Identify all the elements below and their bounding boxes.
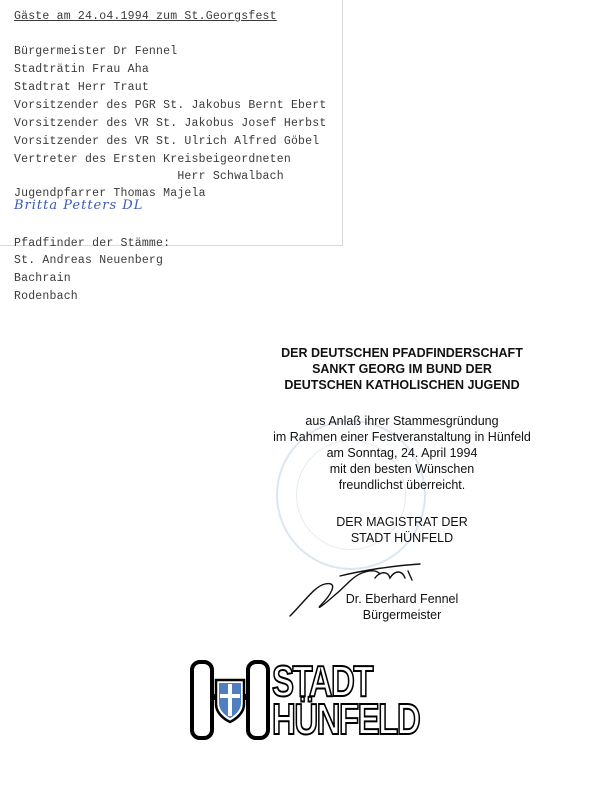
guest-line: Vertreter des Ersten Kreisbeigeordneten bbox=[14, 153, 291, 166]
signatory-name: Dr. Eberhard Fennel bbox=[345, 592, 459, 606]
guest-line: Stadtrat Herr Traut bbox=[14, 81, 149, 94]
guest-list-slip bbox=[0, 0, 343, 250]
body-line: mit den besten Wünschen bbox=[329, 462, 475, 476]
guest-line: Vorsitzender des PGR St. Jakobus Bernt Ebert bbox=[14, 99, 327, 112]
scout-tribe: St. Andreas Neuenberg bbox=[14, 254, 164, 267]
body-line: im Rahmen einer Festveranstaltung in Hünfeld bbox=[273, 430, 531, 444]
guest-line: Bürgermeister Dr Fennel bbox=[14, 45, 178, 58]
scout-tribe: Bachrain bbox=[14, 272, 71, 285]
issuer-line: DER MAGISTRAT DER bbox=[336, 515, 468, 529]
guest-line: Jugendpfarrer Thomas Majela bbox=[14, 187, 206, 200]
signatory-title: Bürgermeister bbox=[362, 608, 442, 622]
handwritten-note: Britta Petters DL bbox=[14, 198, 144, 213]
recipient-line: SANKT GEORG IM BUND DER bbox=[312, 362, 492, 376]
scouts-heading: Pfadfinder der Stämme: bbox=[14, 237, 171, 250]
logo-word-huenfeld: HÜNFELD bbox=[272, 695, 420, 744]
body-line: am Sonntag, 24. April 1994 bbox=[326, 446, 478, 460]
guest-list-heading: Gäste am 24.o4.1994 zum St.Georgsfest bbox=[14, 10, 277, 23]
stadt-huenfeld-emblem-icon bbox=[190, 660, 270, 740]
guest-line: Stadträtin Frau Aha bbox=[14, 63, 149, 76]
recipient-line: DEUTSCHEN KATHOLISCHEN JUGEND bbox=[284, 378, 520, 392]
recipient-line: DER DEUTSCHEN PFADFINDERSCHAFT bbox=[281, 346, 523, 360]
body-line: aus Anlaß ihrer Stammesgründung bbox=[305, 414, 499, 428]
issuer-line: STADT HÜNFELD bbox=[350, 531, 454, 545]
guest-line: Herr Schwalbach bbox=[14, 170, 284, 183]
body-line: freundlichst überreicht. bbox=[338, 478, 466, 492]
guest-line: Vorsitzender des VR St. Jakobus Josef Herbst bbox=[14, 117, 327, 130]
scout-tribe: Rodenbach bbox=[14, 290, 78, 303]
guest-line: Vorsitzender des VR St. Ulrich Alfred Göbel bbox=[14, 135, 320, 148]
logo-word-stadt: STADT bbox=[272, 657, 373, 706]
